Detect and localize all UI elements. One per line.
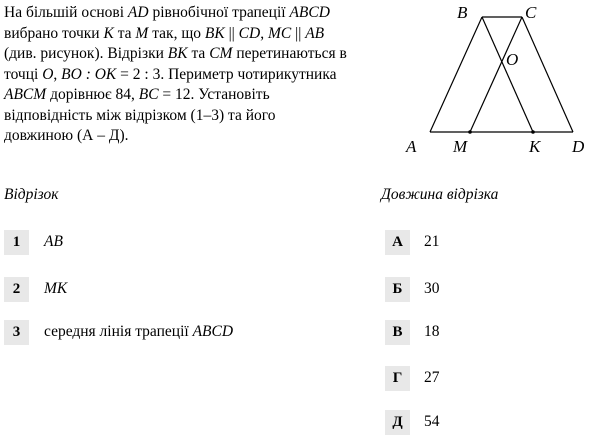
segment-number-badge: 1 [4, 230, 29, 255]
segment-number-badge: 2 [4, 277, 29, 302]
math-term: AB [305, 24, 325, 42]
math-term: MC [267, 24, 292, 42]
segment-label [44, 233, 63, 251]
answer-letter-badge: Б [385, 277, 410, 302]
segment-bk [482, 17, 533, 132]
answer-letter-badge: Г [385, 366, 410, 391]
label-o: O [506, 50, 519, 69]
problem-statement [4, 3, 406, 147]
label-b: B [457, 3, 468, 22]
problem-line: відповідність між відрізком (1–3) та його [4, 106, 276, 124]
problem-line: точці O, BO : OK = 2 : 3. Периметр чотирикутника [4, 65, 337, 83]
math-term: ABCD [289, 4, 330, 21]
math-term: O [42, 65, 54, 83]
label-k: K [529, 137, 541, 156]
segment-label: середня лінія трапеції ABCD [44, 323, 234, 340]
label-a: A [406, 137, 417, 156]
answer-value: 21 [424, 233, 440, 250]
answer-value: 30 [424, 280, 440, 297]
answer-letter-badge: В [385, 320, 410, 345]
math-term: M [135, 24, 149, 42]
problem-line: ABCM дорівнює 84, BC = 12. Установіть [4, 86, 270, 103]
answer-letter-badge: А [385, 230, 410, 255]
answer-value: 27 [424, 369, 440, 386]
label-m: M [453, 137, 468, 156]
problem-line: довжиною (А – Д). [4, 127, 129, 144]
math-term: BC [138, 86, 159, 103]
math-term: AD [127, 4, 149, 21]
math-term: CM [209, 45, 233, 62]
math-term: CD [238, 24, 261, 42]
lengths-header: Довжина відрізка [381, 186, 499, 203]
math-term: BK [204, 24, 225, 42]
problem-line: На більшій основі AD рівнобічної трапеції ABCD [4, 4, 330, 21]
math-term: BO : OK [61, 65, 117, 83]
answer-value: 54 [424, 413, 440, 430]
segment-number-badge: 3 [4, 320, 29, 345]
segment-label [44, 280, 67, 298]
segment-cd [522, 17, 573, 132]
segment-cm [470, 17, 522, 132]
problem-line: вибрано точки K та M так, що BK || CD, MC || AB [4, 24, 325, 42]
point-m [468, 130, 472, 134]
math-term: ABCM [4, 86, 47, 103]
problem-line: (див. рисунок). Відрізки BK та CM перетинаються в [4, 45, 347, 62]
trapezoid-diagram [400, 0, 600, 160]
label-d: D [572, 137, 585, 156]
trapezoid-figure [400, 0, 600, 160]
math-term: AB [44, 233, 63, 250]
label-c: C [525, 3, 537, 22]
answer-value: 18 [424, 323, 440, 340]
segments-header: Відрізок [4, 186, 59, 203]
math-term: K [103, 24, 114, 42]
segment-ab [430, 17, 482, 132]
answer-letter-badge: Д [385, 410, 410, 435]
point-k [531, 130, 535, 134]
math-term: MK [44, 280, 68, 297]
math-term: ABCD [192, 323, 234, 340]
math-term: BK [167, 45, 188, 62]
